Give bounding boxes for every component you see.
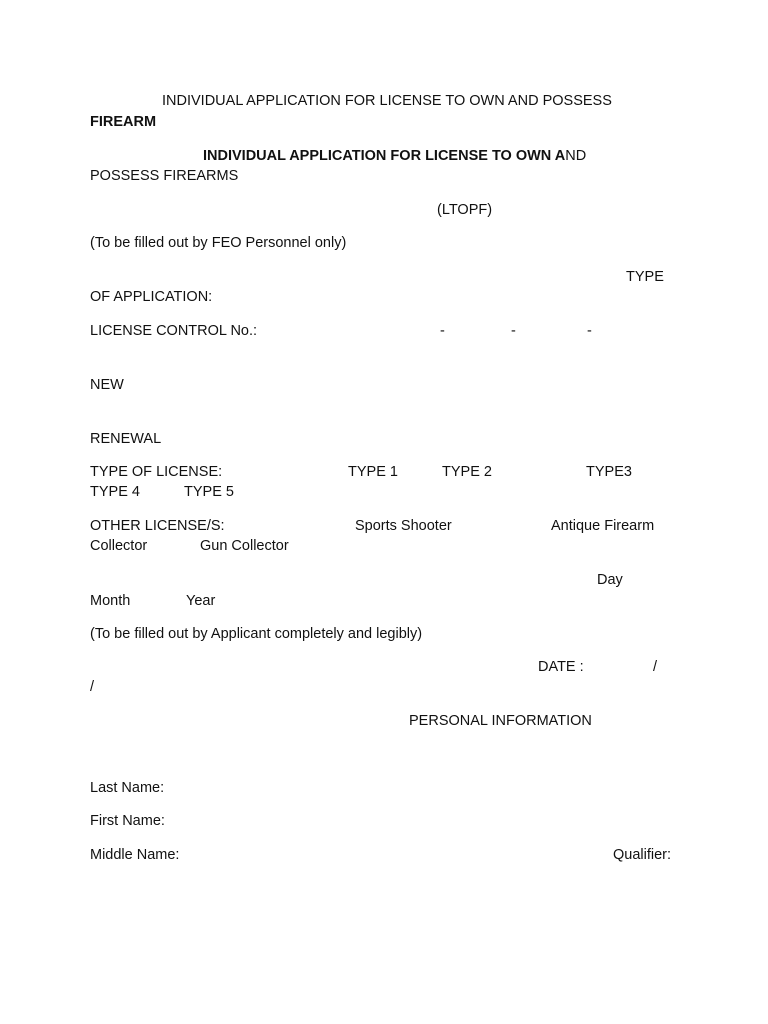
applicant-note: (To be filled out by Applicant completely and legibly) bbox=[90, 626, 423, 642]
date-slash-1: / bbox=[653, 659, 658, 675]
license-control-dash-2: - bbox=[511, 323, 516, 339]
date-part-day: Day bbox=[597, 572, 623, 588]
other-license-label: OTHER LICENSE/S: bbox=[90, 518, 225, 534]
license-type-2: TYPE 2 bbox=[442, 464, 492, 480]
application-option-renewal: RENEWAL bbox=[90, 431, 162, 447]
qualifier-label: Qualifier: bbox=[613, 847, 672, 863]
form-subtitle-bold: INDIVIDUAL APPLICATION FOR LICENSE TO OWN A bbox=[203, 148, 566, 164]
date-label: DATE : bbox=[538, 659, 584, 675]
license-type-4: TYPE 4 bbox=[90, 484, 140, 500]
form-subtitle-line2: POSSESS FIREARMS bbox=[90, 168, 239, 184]
other-license-antique-part1: Antique Firearm bbox=[551, 518, 655, 534]
date-part-year: Year bbox=[186, 593, 216, 609]
license-type-1: TYPE 1 bbox=[348, 464, 398, 480]
license-type-5: TYPE 5 bbox=[184, 484, 234, 500]
first-name-label: First Name: bbox=[90, 813, 165, 829]
other-license-antique-part2: Collector bbox=[90, 538, 148, 554]
license-control-label: LICENSE CONTROL No.: bbox=[90, 323, 258, 339]
form-title-line2: FIREARM bbox=[90, 114, 157, 130]
type-of-license-label: TYPE OF LICENSE: bbox=[90, 464, 223, 480]
date-part-month: Month bbox=[90, 593, 131, 609]
last-name-label: Last Name: bbox=[90, 780, 165, 796]
feo-note: (To be filled out by FEO Personnel only) bbox=[90, 235, 347, 251]
license-control-dash-3: - bbox=[587, 323, 592, 339]
form-subtitle-tail: ND bbox=[565, 148, 587, 164]
type-of-application-label-part1: TYPE bbox=[626, 269, 664, 285]
application-option-new: NEW bbox=[90, 377, 124, 393]
form-acronym: (LTOPF) bbox=[437, 202, 493, 218]
personal-information-heading: PERSONAL INFORMATION bbox=[409, 713, 592, 729]
other-license-gun-collector: Gun Collector bbox=[200, 538, 289, 554]
form-title-line1: INDIVIDUAL APPLICATION FOR LICENSE TO OWN AND POSSESS bbox=[162, 93, 612, 109]
form-subtitle-line1 bbox=[203, 147, 586, 165]
type-of-application-label-part2: OF APPLICATION: bbox=[90, 289, 213, 305]
other-license-sports-shooter: Sports Shooter bbox=[355, 518, 452, 534]
license-control-dash-1: - bbox=[440, 323, 445, 339]
middle-name-label: Middle Name: bbox=[90, 847, 180, 863]
license-type-3: TYPE3 bbox=[586, 464, 632, 480]
date-slash-2: / bbox=[90, 679, 95, 695]
